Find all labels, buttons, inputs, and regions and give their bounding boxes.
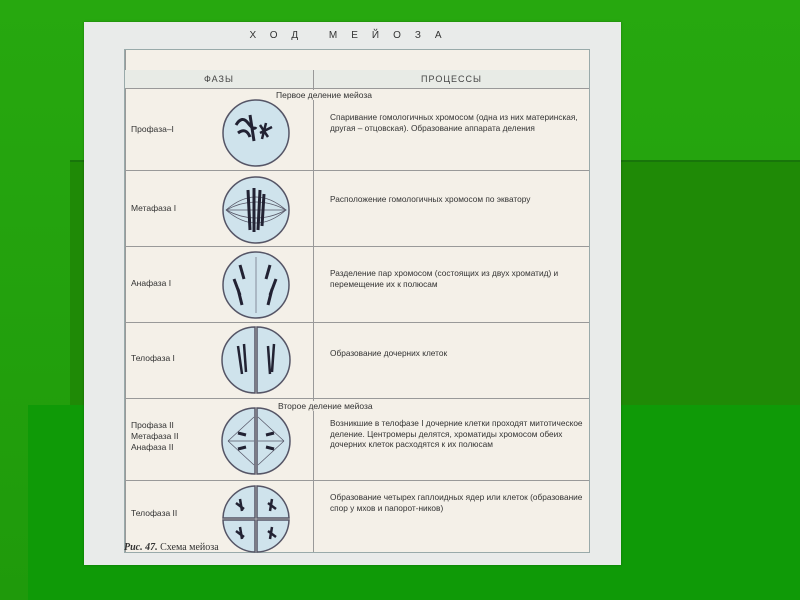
process-telophase-1: Образование дочерних клеток	[330, 348, 448, 358]
header-processes: ПРОЦЕССЫ	[314, 70, 589, 89]
textbook-page	[84, 22, 621, 565]
section-second-division: Второе деление мейоза	[275, 401, 376, 411]
process-telophase-2: Образование четырех гаплоидных ядер или клеток (образование спор у мхов и папорот-ников)	[330, 492, 583, 513]
phase-metaphase-1: Метафаза I	[131, 203, 177, 213]
process-metaphase-1: Расположение гомологичных хромосом по экватору	[330, 194, 531, 204]
figure-caption	[124, 542, 219, 553]
phase-prophase-1: Профаза–I	[131, 124, 174, 134]
row-4	[125, 322, 589, 399]
header-phases: ФАЗЫ	[125, 70, 313, 89]
second-division-cell-illustration	[220, 405, 292, 477]
process-second-division: Возникшие в телофазе I дочерние клетки проходят митотическое деление. Центромеры делятся, хроматиды хромосом обеих дочерних клеток расходятся к их полюсам	[330, 418, 583, 449]
phase-second-division: Профаза II Метафаза II Анафаза II	[131, 420, 179, 452]
row-2	[125, 170, 589, 247]
metaphase-1-cell-illustration	[220, 174, 292, 246]
process-anaphase-1: Разделение пар хромосом (состоящих из двух хроматид) и перемещение их к полюсам	[330, 268, 559, 289]
anaphase-1-cell-illustration	[220, 249, 292, 321]
phase-telophase-1: Телофаза I	[131, 353, 175, 363]
prophase-1-cell-illustration	[220, 97, 292, 169]
process-prophase-1: Спаривание гомологичных хромосом (одна из них материнская, другая – отцовская). Образование аппарата деления	[330, 112, 578, 133]
caption-label: Рис. 47.	[124, 542, 158, 553]
section-first-division: Первое деление мейоза	[273, 90, 375, 100]
telophase-1-cell-illustration	[220, 324, 292, 396]
phase-anaphase-1: Анафаза I	[131, 278, 172, 288]
table-title: ХОД МЕЙОЗА	[249, 30, 456, 41]
telophase-2-cell-illustration	[220, 483, 292, 555]
phase-telophase-2: Телофаза II	[131, 508, 178, 518]
meiosis-table	[124, 49, 590, 553]
caption-text: Схема мейоза	[160, 542, 219, 553]
